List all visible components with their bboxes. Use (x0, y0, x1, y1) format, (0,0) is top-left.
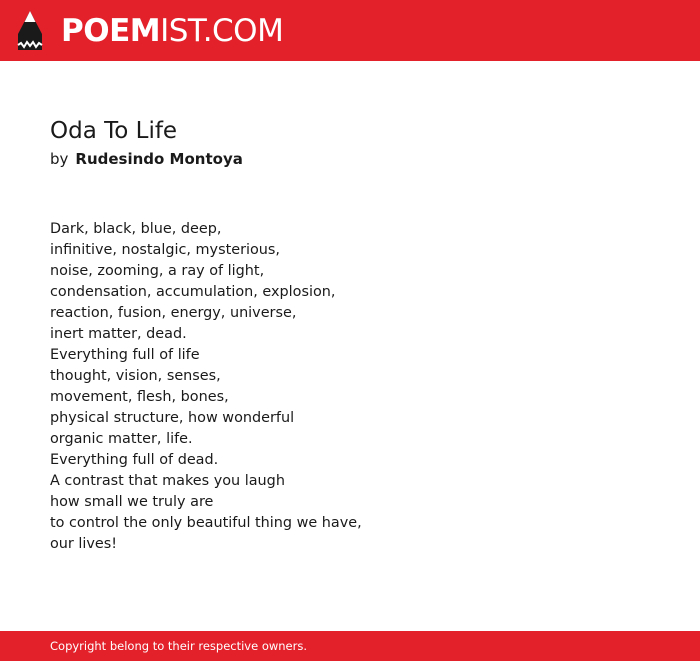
poem-line: reaction, fusion, energy, universe, (50, 305, 297, 321)
poem-line: organic matter, life. (50, 431, 193, 447)
poem-title: Oda To Life (50, 118, 178, 144)
site-header (0, 0, 700, 61)
site-logo[interactable] (61, 11, 283, 51)
poem-line: how small we truly are (50, 494, 214, 510)
poem-body (50, 219, 362, 555)
logo-light-text: IST.COM (160, 13, 284, 49)
poem-line: Dark, black, blue, deep, (50, 221, 222, 237)
poem-line: our lives! (50, 536, 118, 552)
poem-line: Everything full of life (50, 347, 200, 363)
site-footer (0, 631, 700, 661)
poem-line: thought, vision, senses, (50, 368, 221, 384)
poem-line: A contrast that makes you laugh (50, 473, 285, 489)
poem-line: inert matter, dead. (50, 326, 187, 342)
logo-bold-text: POEM (61, 13, 161, 49)
poem-line: noise, zooming, a ray of light, (50, 263, 265, 279)
poem-line: condensation, accumulation, explosion, (50, 284, 336, 300)
byline (50, 148, 243, 170)
author-name[interactable]: Rudesindo Montoya (75, 150, 243, 168)
poem-line: Everything full of dead. (50, 452, 219, 468)
copyright-text: Copyright belong to their respective owners. (50, 639, 308, 653)
poem-line: movement, flesh, bones, (50, 389, 229, 405)
poem-line: to control the only beautiful thing we have, (50, 515, 362, 531)
poem-line: physical structure, how wonderful (50, 410, 295, 426)
poem-line: infinitive, nostalgic, mysterious, (50, 242, 280, 258)
by-label: by (50, 150, 69, 168)
pencil-icon[interactable] (17, 10, 43, 51)
